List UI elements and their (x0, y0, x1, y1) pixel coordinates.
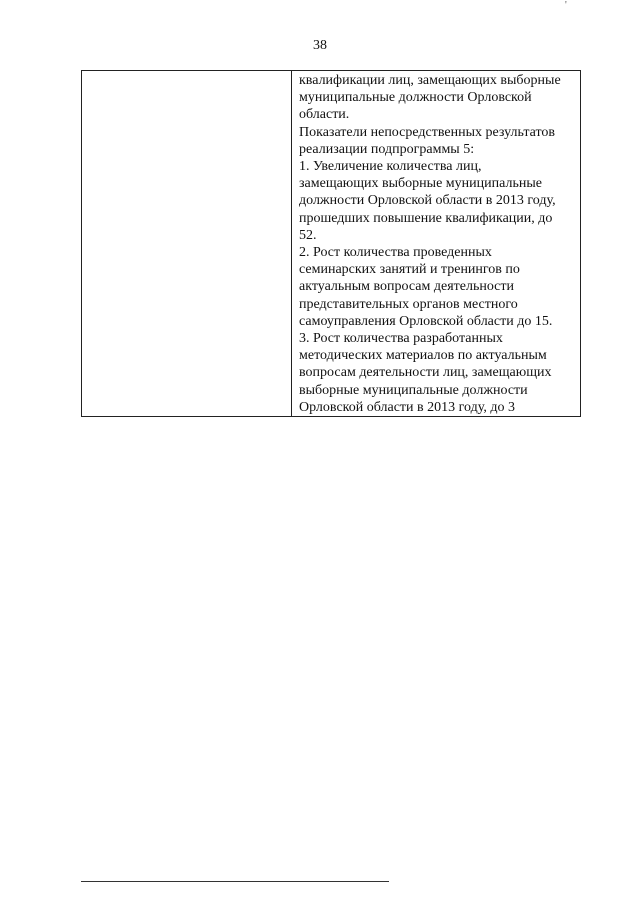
text-line: квалификации лиц, замещающих выборные (299, 73, 561, 88)
text-line: должности Орловской области в 2013 году, (299, 193, 556, 209)
text-line: представительных органов местного (299, 296, 518, 312)
text-line: выборные муниципальные должности (299, 382, 528, 398)
table-cell-left (82, 71, 292, 417)
text-line: реализации подпрограммы 5: (299, 141, 475, 157)
text-line: семинарских занятий и тренингов по (299, 262, 520, 278)
page-number: 38 (313, 38, 327, 53)
corner-mark: ' (565, 0, 567, 11)
text-line: области. (299, 107, 350, 123)
text-line: прошедших повышение квалификации, до (299, 210, 553, 226)
right-cell-text (292, 71, 580, 416)
table-row (82, 71, 581, 417)
text-line: 1. Увеличение количества лиц, (299, 159, 482, 175)
text-line: 3. Рост количества разработанных (299, 331, 503, 347)
table-cell-right (292, 71, 581, 417)
left-cell-text (82, 71, 291, 72)
text-line: методических материалов по актуальным (299, 348, 547, 364)
text-line: муниципальные должности Орловской (299, 90, 532, 106)
text-line: замещающих выборные муниципальные (299, 176, 542, 192)
text-line: 52. (299, 227, 317, 243)
content-table (81, 70, 581, 417)
footer-rule (81, 881, 389, 882)
text-line: самоуправления Орловской области до 15. (299, 313, 553, 329)
text-line: актуальным вопросам деятельности (299, 279, 515, 295)
text-line: вопросам деятельности лиц, замещающих (299, 365, 552, 381)
text-line: Показатели непосредственных результатов (299, 124, 556, 140)
text-line: 2. Рост количества проведенных (299, 245, 492, 261)
text-line: Орловской области в 2013 году, до 3 (299, 399, 515, 415)
